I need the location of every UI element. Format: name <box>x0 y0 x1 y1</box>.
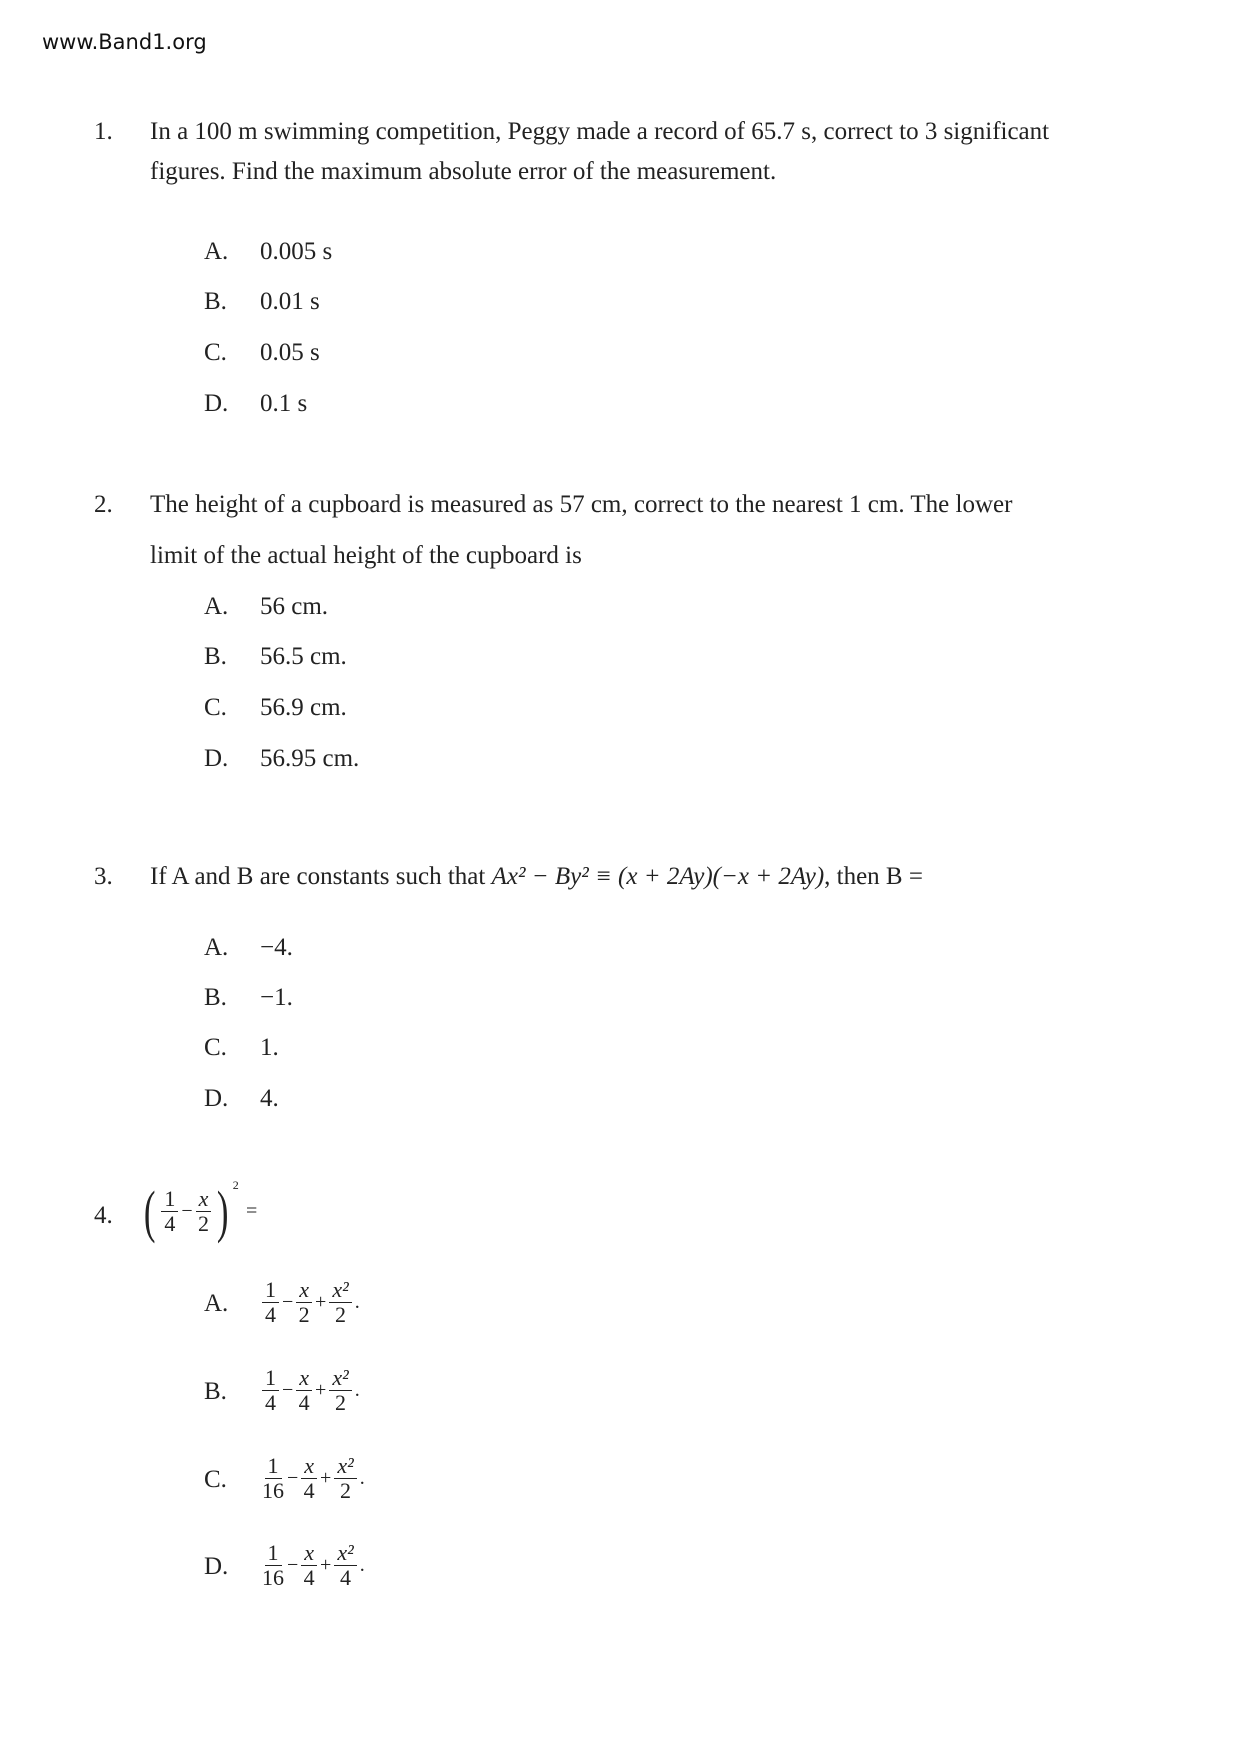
minus-sign: − <box>282 1379 294 1401</box>
q2-option-c: 56.9 cm. <box>260 694 347 721</box>
frac-num: x² <box>334 1541 356 1566</box>
q3-option-c-letter: C. <box>204 1034 227 1061</box>
plus-sign: + <box>315 1291 327 1313</box>
q4-option-d-letter: D. <box>204 1553 229 1580</box>
q1-option-d-letter: D. <box>204 390 229 417</box>
period: . <box>354 1291 360 1313</box>
question-3-text <box>150 863 923 891</box>
q2-option-d-letter: D. <box>204 745 229 772</box>
frac-den: 4 <box>265 1390 276 1415</box>
frac-den: 4 <box>340 1565 352 1590</box>
period: . <box>359 1467 365 1489</box>
q3-option-b: −1. <box>260 984 293 1011</box>
q4-option-b-letter: B. <box>204 1378 227 1405</box>
q1-option-a-letter: A. <box>204 238 229 265</box>
frac-den: 4 <box>303 1565 315 1590</box>
question-4-number: 4. <box>94 1202 113 1229</box>
question-1-line-1: In a 100 m swimming competition, Peggy made a record of 65.7 s, correct to 3 significant <box>150 118 1050 145</box>
question-3-number: 3. <box>94 863 113 890</box>
q2-option-d: 56.95 cm. <box>260 745 360 772</box>
question-3-prefix: If A and B are constants such that <box>150 863 486 890</box>
q3-option-a-letter: A. <box>204 934 229 961</box>
q3-option-d-letter: D. <box>204 1085 229 1112</box>
question-1-number: 1. <box>94 118 113 145</box>
frac-den: 2 <box>197 1211 209 1236</box>
question-3-equation: Ax² − By² ≡ (x + 2Ay)(−x + 2Ay) <box>491 863 825 890</box>
frac-den: 4 <box>265 1302 276 1327</box>
q1-option-c: 0.05 s <box>260 339 320 366</box>
question-2-number: 2. <box>94 491 113 518</box>
frac-den: 4 <box>303 1478 315 1503</box>
question-2-line-2: limit of the actual height of the cupboard is <box>150 542 582 569</box>
frac-num: x <box>301 1454 317 1479</box>
exponent: 2 <box>232 1178 239 1193</box>
equals-sign: = <box>245 1200 258 1222</box>
frac-num: x² <box>329 1278 351 1303</box>
q3-option-a: −4. <box>260 934 293 961</box>
frac-num: x <box>196 1187 212 1212</box>
frac-den: 16 <box>262 1478 284 1503</box>
frac-num: 1 <box>161 1187 178 1212</box>
period: . <box>354 1379 360 1401</box>
q4-option-c-letter: C. <box>204 1466 227 1493</box>
frac-num: x <box>301 1541 317 1566</box>
q1-option-c-letter: C. <box>204 339 227 366</box>
q1-option-a: 0.005 s <box>260 238 333 265</box>
q4-option-c <box>260 1454 366 1503</box>
q1-option-b-letter: B. <box>204 288 227 315</box>
frac-den: 4 <box>298 1390 310 1415</box>
q4-option-a-letter: A. <box>204 1290 229 1317</box>
frac-den: 16 <box>262 1565 284 1590</box>
frac-den: 2 <box>298 1302 310 1327</box>
question-2-line-1: The height of a cupboard is measured as 57 cm, correct to the nearest 1 cm. The lower <box>150 491 1013 518</box>
frac-num: 1 <box>265 1454 282 1479</box>
frac-den: 2 <box>335 1390 347 1415</box>
q4-option-a <box>260 1278 361 1327</box>
site-header: www.Band1.org <box>42 30 207 54</box>
plus-sign: + <box>315 1379 327 1401</box>
frac-num: x <box>296 1366 312 1391</box>
minus-sign: − <box>181 1200 193 1222</box>
frac-den: 2 <box>335 1302 347 1327</box>
frac-num: x <box>296 1278 312 1303</box>
plus-sign: + <box>320 1554 332 1576</box>
q2-option-b: 56.5 cm. <box>260 643 347 670</box>
minus-sign: − <box>287 1554 299 1576</box>
frac-num: x² <box>334 1454 356 1479</box>
frac-den: 2 <box>340 1478 352 1503</box>
frac-num: x² <box>329 1366 351 1391</box>
q2-option-a: 56 cm. <box>260 593 329 620</box>
q1-option-d: 0.1 s <box>260 390 308 417</box>
q3-option-b-letter: B. <box>204 984 227 1011</box>
q3-option-c: 1. <box>260 1034 279 1061</box>
question-1-line-2: figures. Find the maximum absolute error of the measurement. <box>150 158 777 185</box>
plus-sign: + <box>320 1467 332 1489</box>
frac-num: 1 <box>265 1541 282 1566</box>
q2-option-a-letter: A. <box>204 593 229 620</box>
q4-option-d <box>260 1541 366 1590</box>
q4-option-b <box>260 1366 361 1415</box>
frac-den: 4 <box>164 1211 176 1236</box>
period: . <box>359 1554 365 1576</box>
question-4-expression: ( $\frac{1}{4}$ − $\frac{x}{2}$ ) $^2$ = <box>143 1178 258 1244</box>
frac-num: 1 <box>262 1366 279 1391</box>
question-3-suffix: , then B = <box>824 863 923 890</box>
q2-option-b-letter: B. <box>204 643 227 670</box>
q1-option-b: 0.01 s <box>260 288 320 315</box>
minus-sign: − <box>282 1291 294 1313</box>
frac-num: 1 <box>262 1278 279 1303</box>
minus-sign: − <box>287 1467 299 1489</box>
q3-option-d: 4. <box>260 1085 279 1112</box>
q2-option-c-letter: C. <box>204 694 227 721</box>
